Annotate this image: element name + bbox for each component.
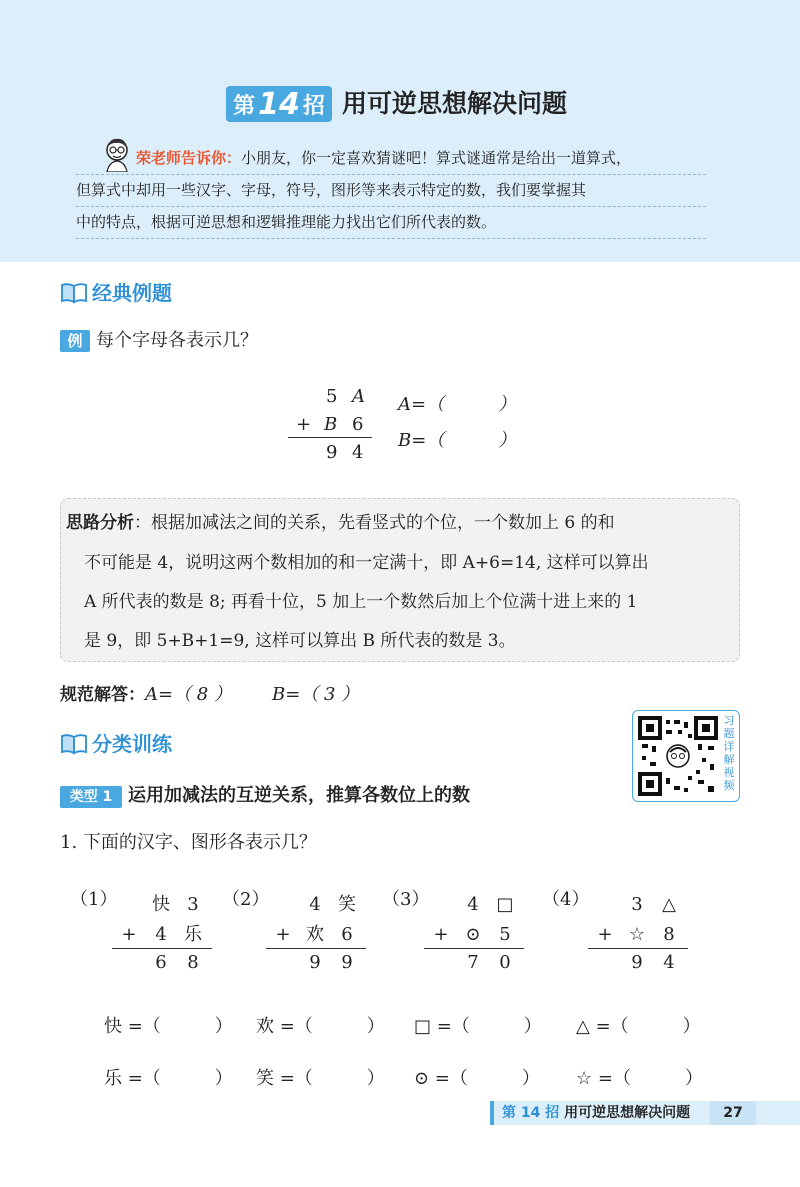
example-question: 每个字母各表示几？: [96, 330, 258, 351]
sum-result-digit2: 4: [352, 442, 364, 463]
type-badge: 类型 1: [60, 786, 122, 808]
puzzle-top-digit: 笑: [338, 894, 356, 915]
puzzle-result-digit: 6: [155, 952, 167, 973]
chapter-badge: [226, 86, 332, 122]
puzzle-sum-line: [112, 948, 212, 949]
tip-line-1: [76, 143, 706, 175]
badge-number: 14: [258, 86, 300, 122]
blank-b: B=（ ）: [398, 430, 517, 451]
book-icon: [60, 733, 88, 755]
fill-blank: 快 =（ ）: [104, 1016, 233, 1037]
fill-blank: □ =（ ）: [414, 1016, 542, 1037]
footer-chapter: 第 14 招: [502, 1105, 560, 1121]
sum-operator: +: [296, 414, 312, 435]
analysis-text-1: ：根据加减法之间的关系，先看竖式的个位，一个数加上 6 的和: [134, 513, 615, 533]
sum-line: [288, 437, 372, 438]
fill-blank: ☆ =（ ）: [576, 1068, 703, 1089]
puzzle-bottom-digit: ⊙: [465, 924, 481, 945]
puzzle-sum-line: [424, 948, 524, 949]
answer-a: A=（ 8 ）: [145, 684, 232, 705]
tip-text-3: 中的特点，根据可逆思想和逻辑推理能力找出它们所代表的数。: [76, 213, 497, 231]
puzzle-top-digit: 4: [467, 894, 479, 915]
fill-blank: 乐 =（ ）: [104, 1068, 233, 1089]
section-title-classic: 经典例题: [92, 281, 172, 305]
answer-label: 规范解答：: [60, 685, 145, 705]
badge-suffix: 招: [302, 93, 325, 119]
sum-row1-digit2: A: [352, 386, 365, 407]
puzzle-result-digit: 9: [631, 952, 643, 973]
puzzle-bottom-digit: 6: [341, 924, 353, 945]
example-badge: 例: [60, 330, 90, 352]
puzzle-operator: +: [597, 924, 613, 945]
puzzle-bottom-digit: 乐: [184, 924, 202, 945]
puzzle-operator: +: [433, 924, 449, 945]
puzzle-result-digit: 7: [467, 952, 479, 973]
puzzle-top-digit: △: [662, 894, 676, 915]
puzzle-result-digit: 0: [499, 952, 511, 973]
puzzle-label: （3）: [382, 889, 430, 910]
type-description: 运用加减法的互逆关系，推算各数位上的数: [128, 785, 470, 806]
page-number: 27: [710, 1101, 756, 1125]
qr-caption-char: 视: [723, 766, 735, 779]
puzzle-result-digit: 9: [341, 952, 353, 973]
puzzle-top-digit: 3: [187, 894, 199, 915]
puzzle-result-digit: 4: [663, 952, 675, 973]
puzzle-label: （1）: [70, 889, 118, 910]
fill-blank: △ =（ ）: [576, 1016, 701, 1037]
qr-caption-char: 习: [723, 714, 735, 727]
footer-title-text: 用可逆思想解决问题: [564, 1105, 691, 1121]
sum-row1-digit1: 5: [326, 386, 338, 407]
answer-b: B=（ 3 ）: [271, 684, 360, 705]
question-1: 1. 下面的汉字、图形各表示几？: [60, 832, 317, 853]
analysis-label: 思路分析: [66, 513, 134, 533]
footer-title: [502, 1101, 690, 1125]
qr-caption: [722, 714, 736, 792]
badge-prefix: 第: [233, 93, 256, 119]
qr-caption-char: 解: [723, 753, 735, 766]
fill-blank: 欢 =（ ）: [256, 1016, 385, 1037]
fill-blank: 笑 =（ ）: [256, 1068, 385, 1089]
puzzle-top-digit: 4: [309, 894, 321, 915]
qr-caption-char: 频: [723, 779, 735, 792]
blank-a: A=（ ）: [398, 394, 517, 415]
page-title: 用可逆思想解决问题: [342, 89, 568, 118]
puzzle-result-digit: 9: [309, 952, 321, 973]
puzzle-bottom-digit: 8: [663, 924, 675, 945]
puzzle-result-digit: 8: [187, 952, 199, 973]
puzzle-top-digit: 快: [152, 894, 170, 915]
puzzle-sum-line: [266, 948, 366, 949]
standard-answer: [60, 680, 359, 710]
footer-accent: [490, 1101, 494, 1125]
analysis-line-4: 是 9，即 5+B+1=9, 这样可以算出 B 所代表的数是 3。: [84, 631, 516, 651]
puzzle-bottom-digit: ☆: [628, 924, 646, 945]
qr-caption-char: 详: [723, 740, 735, 753]
sum-result-digit1: 9: [326, 442, 338, 463]
analysis-line-2: 不可能是 4，说明这两个数相加的和一定满十，即 A+6=14, 这样可以算出: [84, 553, 649, 573]
puzzle-top-digit: 3: [631, 894, 643, 915]
analysis-line-3: A 所代表的数是 8; 再看十位，5 加上一个数然后加上个位满十进上来的 1: [84, 592, 638, 612]
qr-code-icon[interactable]: [638, 716, 718, 796]
book-icon: [60, 282, 88, 304]
puzzle-operator: +: [275, 924, 291, 945]
qr-caption-char: 题: [723, 727, 735, 740]
tip-label: 荣老师告诉你：: [136, 149, 242, 167]
puzzle-operator: +: [121, 924, 137, 945]
section-title-training: 分类训练: [92, 732, 172, 756]
sum-row2-digit1: B: [324, 414, 338, 435]
sum-row2-digit2: 6: [352, 414, 364, 435]
puzzle-bottom-digit: 4: [155, 924, 167, 945]
puzzle-bottom-digit: 5: [499, 924, 511, 945]
tip-line-2: [76, 175, 706, 207]
tip-text-2: 但算式中却用一些汉字、字母，符号，图形等来表示特定的数，我们要掌握其: [76, 181, 587, 199]
fill-blank: ⊙ =（ ）: [414, 1068, 540, 1089]
puzzle-top-digit: □: [496, 894, 514, 915]
puzzle-bottom-digit: 欢: [306, 924, 324, 945]
analysis-line-1: [66, 508, 615, 538]
tip-text-1: 小朋友，你一定喜欢猜谜吧！算式谜通常是给出一道算式，: [241, 149, 632, 167]
puzzle-label: （2）: [222, 889, 270, 910]
puzzle-sum-line: [588, 948, 688, 949]
puzzle-label: （4）: [542, 889, 590, 910]
tip-line-3: [76, 207, 706, 239]
